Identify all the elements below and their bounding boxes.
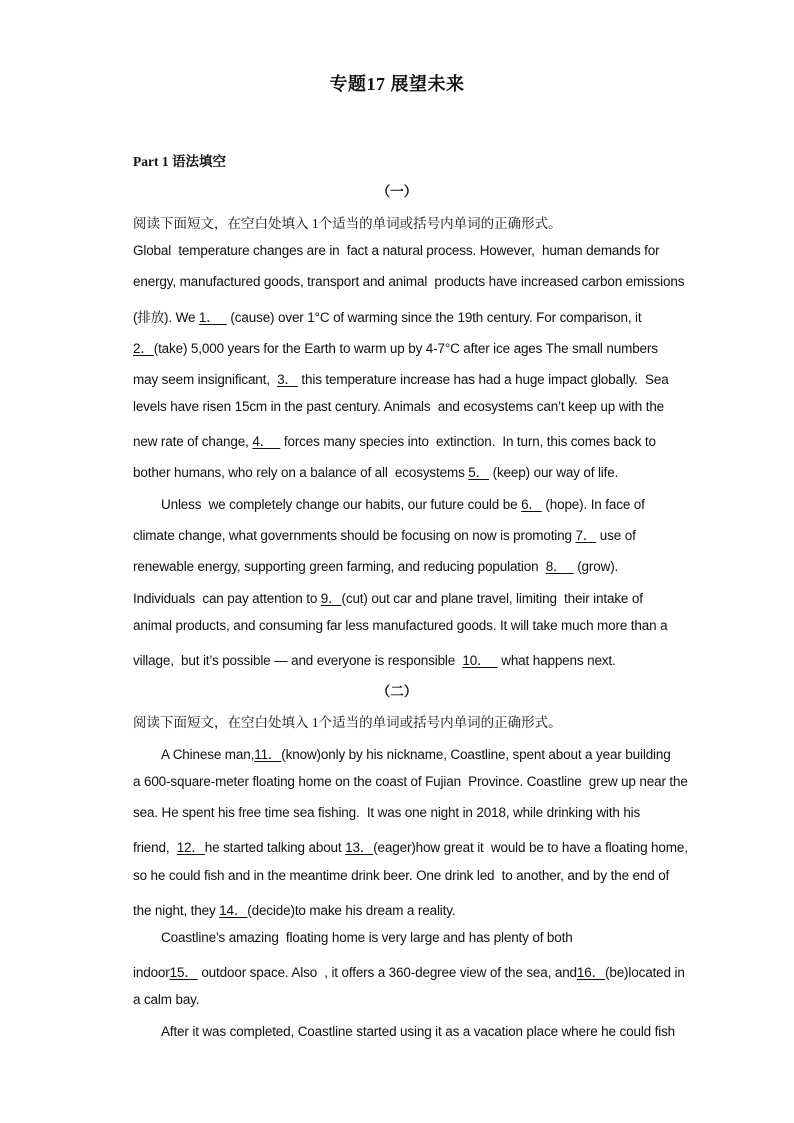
section-label: （二） [376, 684, 418, 699]
line-text: so he could fish and in the meantime drink beer. One drink led to another, and by the end of [133, 868, 670, 883]
line-text: this temperature increase has had a huge impact globally. Sea [297, 372, 669, 387]
line-text: forces many species into extinction. In turn, this comes back to [280, 434, 656, 449]
line-text: Individuals can pay attention to [133, 591, 321, 606]
line-text: new rate of change, [133, 434, 253, 449]
text-line [133, 899, 663, 919]
text-line [133, 649, 663, 669]
line-text: village, but it’s possible — and everyone is responsible [133, 653, 463, 668]
text-line [133, 243, 663, 258]
line-text: levels have risen 15cm in the past century. Animals and ecosystems can’t keep up with the [133, 399, 665, 414]
line-text: outdoor space. Also , it offers a 360-degree view of the sea, and [197, 965, 577, 980]
page-title: 专题17 展望未来 [329, 74, 465, 94]
answer-blank[interactable]: 8． [545, 559, 574, 574]
answer-blank[interactable]: 2． [133, 341, 154, 356]
line-text: (know)only by his nickname, Coastline, spent about a year building [281, 747, 671, 762]
line-text: (take) 5,000 years for the Earth to warm up by 4-7°C after ice ages The small numbers [153, 341, 658, 356]
answer-blank[interactable]: 5． [468, 465, 490, 480]
answer-blank[interactable]: 14． [219, 903, 248, 918]
answer-blank[interactable]: 13． [345, 840, 374, 855]
text-line [133, 461, 663, 481]
line-text: (keep) our way of life. [489, 465, 619, 480]
line-text: (eager)how great it would be to have a floating home, [373, 840, 688, 855]
text-line [133, 430, 663, 450]
line-text: Unless we completely change our habits, our future could be [161, 497, 522, 512]
line-text: animal products, and consuming far less manufactured goods. It will take much more than a [133, 618, 668, 633]
text-line [133, 868, 670, 883]
line-text: renewable energy, supporting green farming, and reducing population [133, 559, 546, 574]
text-line [161, 743, 691, 763]
line-text: the night, they [133, 903, 220, 918]
section-instruction: 阅读下面短文，在空白处填入 1个适当的单词或括号内单词的正确形式。 [133, 216, 562, 231]
line-text: what happens next. [497, 653, 616, 668]
text-line [133, 805, 663, 820]
text-line [133, 368, 669, 388]
line-text: energy, manufactured goods, transport and animal products have increased carbon emissions [133, 274, 685, 289]
section-label: （一） [376, 184, 418, 199]
line-text: climate change, what governments should be focusing on now is promoting [133, 528, 576, 543]
text-line [133, 337, 663, 357]
line-text: (cause) over 1°C of warming since the 19th century. For comparison, it [226, 310, 642, 325]
text-line [133, 399, 663, 414]
text-line [133, 836, 688, 856]
answer-blank[interactable]: 4． [252, 434, 281, 449]
line-text: Coastline’s amazing floating home is very large and has plenty of both [161, 930, 573, 945]
line-text: he started talking about [204, 840, 346, 855]
line-text: (cut) out car and plane travel, limiting their intake of [341, 591, 643, 606]
text-line [133, 774, 688, 789]
answer-blank[interactable]: 15． [169, 965, 198, 980]
text-line [133, 961, 685, 981]
line-text: use of [596, 528, 636, 543]
line-text: sea. He spent his free time sea fishing. It was one night in 2018, while drinking with his [133, 805, 641, 820]
line-text: (grow). [573, 559, 619, 574]
text-line [133, 587, 663, 607]
text-line [161, 930, 691, 945]
answer-blank[interactable]: 3． [277, 372, 298, 387]
answer-blank[interactable]: 12． [176, 840, 205, 855]
line-text: (be)located in [605, 965, 685, 980]
line-text: (排放). We [133, 310, 199, 325]
line-text: After it was completed, Coastline started using it as a vacation place where he could fish [161, 1024, 676, 1039]
line-text: friend, [133, 840, 177, 855]
line-text: a 600-square-meter floating home on the coast of Fujian Province. Coastline grew up near the [133, 774, 688, 789]
answer-blank[interactable]: 9． [320, 591, 342, 606]
part-heading: Part 1 语法填空 [133, 154, 226, 169]
text-line [133, 306, 663, 326]
answer-blank[interactable]: 6． [521, 497, 542, 512]
line-text: A Chinese man, [161, 747, 255, 762]
line-text: indoor [133, 965, 170, 980]
text-line [133, 555, 663, 575]
line-text: may seem insignificant, [133, 372, 278, 387]
line-text: Global temperature changes are in fact a natural process. However, human demands for [133, 243, 660, 258]
answer-blank[interactable]: 16． [576, 965, 605, 980]
text-line [133, 274, 685, 289]
text-line [161, 493, 691, 513]
line-text: (hope). In face of [541, 497, 645, 512]
text-line [161, 1024, 691, 1039]
line-text: a calm bay. [133, 992, 200, 1007]
answer-blank[interactable]: 7． [575, 528, 597, 543]
text-line [133, 524, 663, 544]
line-text: bother humans, who rely on a balance of all ecosystems [133, 465, 469, 480]
line-text: (decide)to make his dream a reality. [247, 903, 456, 918]
answer-blank[interactable]: 1． [198, 310, 227, 325]
text-line [133, 992, 663, 1007]
text-line [133, 618, 668, 633]
answer-blank[interactable]: 10． [462, 653, 498, 668]
section-instruction: 阅读下面短文，在空白处填入 1个适当的单词或括号内单词的正确形式。 [133, 715, 562, 730]
answer-blank[interactable]: 11． [254, 747, 282, 762]
